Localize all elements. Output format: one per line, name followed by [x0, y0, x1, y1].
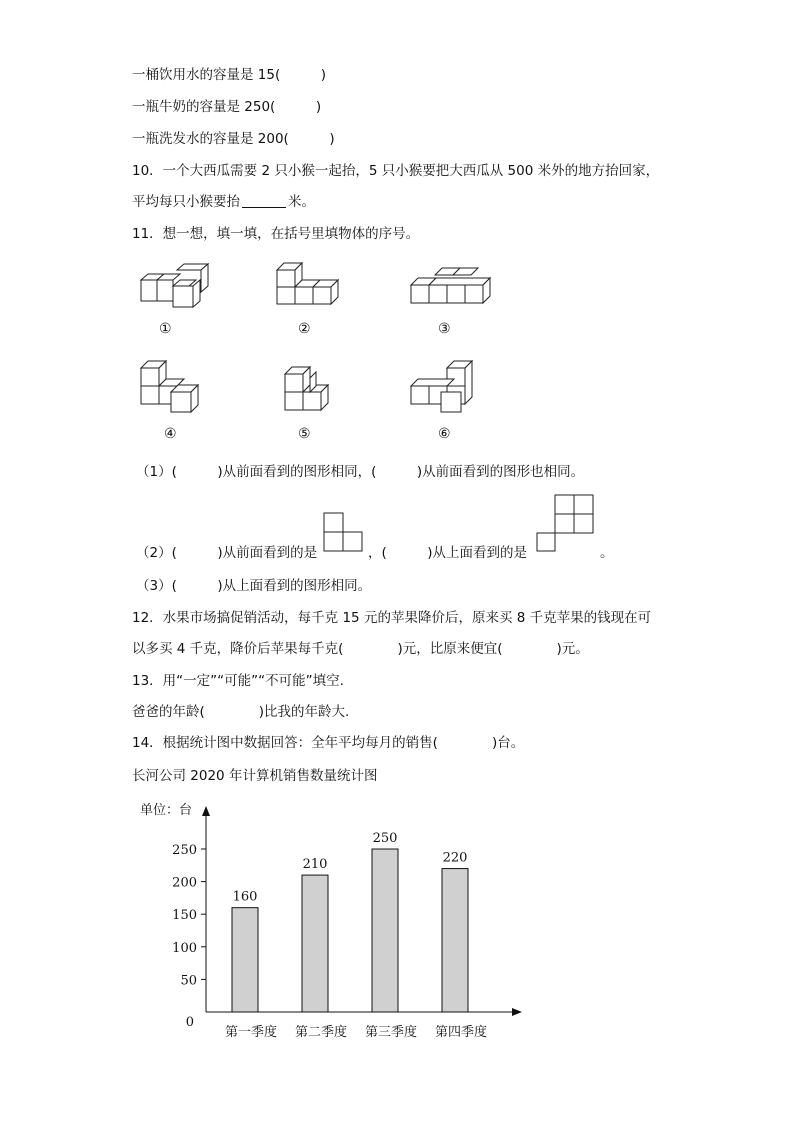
bar-chart [140, 790, 540, 1050]
q10-answer-blank[interactable] [242, 194, 286, 208]
y-tick-label-4: 200 [172, 875, 197, 891]
caption-2: ② [298, 321, 311, 337]
q10-prefix: 平均每只小猴要抬 [132, 194, 240, 210]
line-milk: 一瓶牛奶的容量是 250( ) [132, 99, 322, 115]
line-shampoo: 一瓶洗发水的容量是 200( ) [132, 131, 335, 147]
caption-5: ⑤ [298, 426, 311, 442]
y-axis-arrow [202, 806, 210, 816]
q12-line1: 12．水果市场搞促销活动，每千克 15 元的苹果降价后，原来买 8 千克苹果的钱现在可 [132, 610, 652, 626]
bar-2 [372, 849, 398, 1012]
bar-value-label-3: 220 [442, 850, 468, 866]
q11-sub1: （1）( )从前面看到的图形相同，( )从前面看到的图形也相同。 [136, 464, 585, 480]
cube-figure-6 [408, 360, 480, 416]
cube-figure-5 [282, 366, 342, 416]
y-tick-label-5: 250 [172, 843, 197, 858]
q11-sub3: （3）( )从上面看到的图形相同。 [136, 578, 372, 594]
caption-3: ③ [438, 321, 451, 337]
bar-1 [302, 875, 328, 1012]
bar-0 [232, 908, 258, 1012]
q12-line2: 以多买 4 千克，降价后苹果每千克( )元，比原来便宜( )元。 [132, 641, 589, 657]
x-category-label-1: 第二季度 [294, 1025, 348, 1040]
q14-question: 14．根据统计图中数据回答：全年平均每月的销售( )台。 [132, 735, 525, 751]
caption-4: ④ [164, 426, 177, 442]
y-tick-label-3: 150 [172, 908, 197, 924]
bar-3 [442, 869, 468, 1012]
cube-figure-1 [136, 264, 216, 314]
bar-value-label-0: 160 [232, 889, 258, 905]
x-category-label-3: 第四季度 [434, 1025, 488, 1040]
x-category-label-0: 第一季度 [224, 1025, 278, 1040]
x-axis-arrow [512, 1008, 522, 1016]
y-tick-label-1: 50 [180, 973, 197, 989]
q13-line2: 爸爸的年龄( )比我的年龄大. [132, 704, 350, 720]
chart-title: 长河公司 2020 年计算机销售数量统计图 [132, 768, 378, 784]
caption-1: ① [159, 321, 172, 337]
top-view-shape [537, 495, 597, 555]
q11-sub2-b: ，( )从上面看到的是 [368, 545, 528, 561]
line-water: 一桶饮用水的容量是 15( ) [132, 67, 327, 83]
q11-sub2 [136, 544, 317, 562]
y-tick-label-0: 0 [185, 1015, 194, 1030]
q13-line1: 13．用“一定”“可能”“不可能”填空. [132, 673, 344, 689]
cube-figure-4 [138, 360, 210, 416]
y-tick-label-2: 100 [172, 940, 197, 956]
q11-sub2-part-a: （2）( )从前面看到的是 [136, 545, 318, 561]
q10-suffix: 米。 [288, 194, 315, 210]
cube-figure-3 [408, 268, 492, 308]
q11-sub2-c: 。 [600, 545, 614, 561]
bar-value-label-2: 250 [372, 831, 398, 846]
cube-figure-2 [274, 263, 354, 313]
q10-line2 [132, 193, 315, 211]
front-view-shape [324, 511, 364, 553]
bar-value-label-1: 210 [302, 857, 328, 873]
q10-line1: 10．一个大西瓜需要 2 只小猴一起抬，5 只小猴要把大西瓜从 500 米外的地方抬回家， [132, 163, 660, 179]
x-category-label-2: 第三季度 [364, 1025, 418, 1040]
q11-title: 11．想一想，填一填，在括号里填物体的序号。 [132, 226, 420, 242]
caption-6: ⑥ [438, 426, 451, 442]
y-axis-label: 单位：台 [140, 803, 193, 818]
